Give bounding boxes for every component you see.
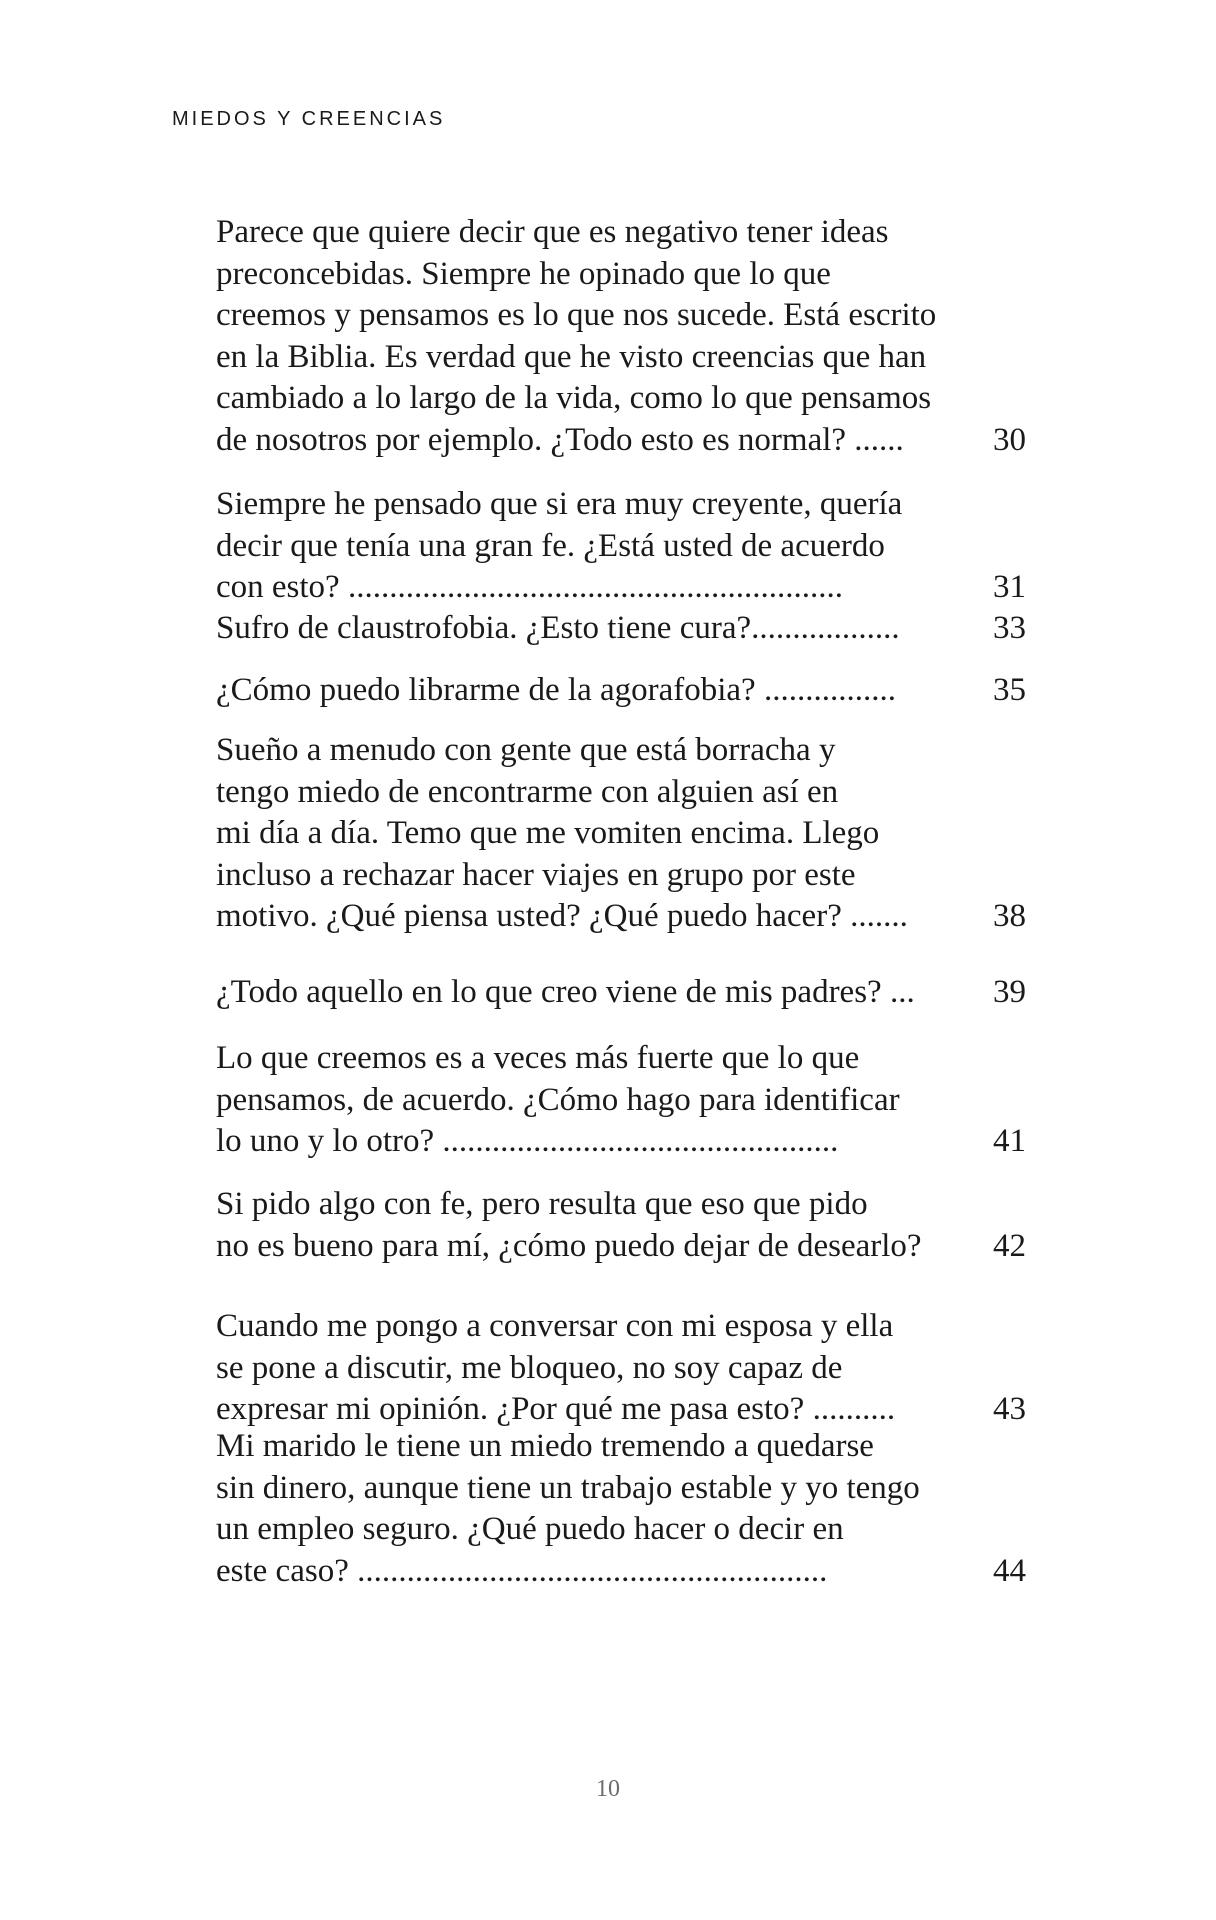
toc-entry-line: cambiado a lo largo de la vida, como lo que pensamos <box>216 380 932 416</box>
toc-entry-line: Lo que creemos es a veces más fuerte que lo que <box>216 1040 860 1076</box>
toc-entry-line: Siempre he pensado que si era muy creyente, quería <box>216 486 903 522</box>
toc-entry-line: Si pido algo con fe, pero resulta que eso que pido <box>216 1186 868 1222</box>
toc-entry-line: creemos y pensamos es lo que nos sucede. Está escrito <box>216 297 937 333</box>
toc-entry <box>216 212 1026 461</box>
running-head: MIEDOS Y CREENCIAS <box>172 108 446 130</box>
toc-entry-line: Sufro de claustrofobia. ¿Esto tiene cura?.................. <box>216 610 900 646</box>
page-number: 10 <box>596 1776 620 1802</box>
toc-entry-line: preconcebidas. Siempre he opinado que lo que <box>216 255 831 292</box>
toc-entry <box>216 1426 1026 1592</box>
toc-entry <box>216 730 1026 938</box>
toc-entry-page: 31 <box>993 569 1026 605</box>
toc-entry-line: decir que tenía una gran fe. ¿Está usted de acuerdo <box>216 527 885 564</box>
toc-entry-page: 42 <box>993 1227 1026 1264</box>
toc-entry-page: 38 <box>993 898 1026 934</box>
toc-entry-line: tengo miedo de encontrarme con alguien así en <box>216 773 839 810</box>
toc-entry <box>216 1038 1026 1163</box>
toc-entry-page: 30 <box>993 421 1026 458</box>
toc-entry <box>216 1184 1026 1267</box>
toc-entry-line: Cuando me pongo a conversar con mi esposa y ella <box>216 1308 894 1344</box>
toc-entry-line: lo uno y lo otro? ................................................ <box>216 1123 839 1159</box>
toc-entry-line: ¿Todo aquello en lo que creo viene de mis padres? ... <box>216 974 915 1010</box>
toc-entry <box>216 608 1026 650</box>
toc-entry-line: Parece que quiere decir que es negativo tener ideas <box>216 214 889 250</box>
toc-entry-line: mi día a día. Temo que me vomiten encima. Llego <box>216 815 880 851</box>
toc-entry-page: 41 <box>993 1123 1026 1159</box>
toc-entry-line: ¿Cómo puedo librarme de la agorafobia? ................ <box>216 672 896 708</box>
toc-entry-line: en la Biblia. Es verdad que he visto creencias que han <box>216 338 927 375</box>
toc-entry <box>216 1306 1026 1431</box>
toc-entry-page: 44 <box>993 1552 1026 1589</box>
toc-entry-page: 33 <box>993 610 1026 646</box>
toc-entry-line: se pone a discutir, me bloqueo, no soy capaz de <box>216 1349 843 1386</box>
toc-entry <box>216 484 1026 609</box>
toc-entry <box>216 670 1026 712</box>
toc-entry-line: un empleo seguro. ¿Qué puedo hacer o decir en <box>216 1511 844 1547</box>
toc-entry-line: Mi marido le tiene un miedo tremendo a quedarse <box>216 1428 874 1464</box>
toc-entry-page: 35 <box>993 672 1026 708</box>
toc-entry-line: expresar mi opinión. ¿Por qué me pasa esto? .......... <box>216 1391 896 1427</box>
toc-entry-line: con esto? ............................................................ <box>216 569 843 605</box>
toc-entry-line: pensamos, de acuerdo. ¿Cómo hago para identificar <box>216 1081 900 1118</box>
toc-entry-line: motivo. ¿Qué piensa usted? ¿Qué puedo hacer? ....... <box>216 898 908 934</box>
toc-entry-line: sin dinero, aunque tiene un trabajo estable y yo tengo <box>216 1469 920 1506</box>
toc-entry-line: de nosotros por ejemplo. ¿Todo esto es normal? ...... <box>216 421 904 458</box>
toc-entry-page: 43 <box>993 1391 1026 1427</box>
toc-entry <box>216 972 1026 1014</box>
toc-entry-line: no es bueno para mí, ¿cómo puedo dejar de desearlo? <box>216 1227 922 1264</box>
toc-entry-line: incluso a rechazar hacer viajes en grupo por este <box>216 856 856 893</box>
toc-entry-line: este caso? ......................................................... <box>216 1552 828 1589</box>
toc-entry-page: 39 <box>993 974 1026 1010</box>
toc-entry-line: Sueño a menudo con gente que está borracha y <box>216 732 836 768</box>
